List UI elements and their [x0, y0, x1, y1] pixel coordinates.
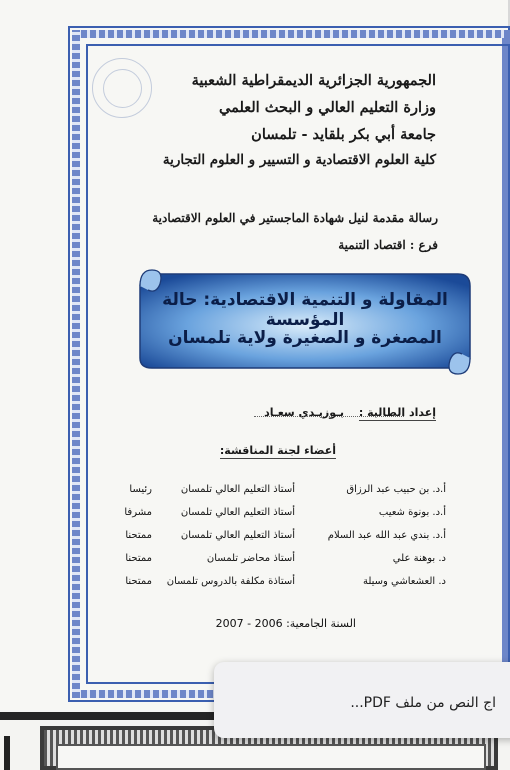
committee-heading: أعضاء لجنة المناقشة: [219, 444, 336, 457]
thesis-title-line2: المصغرة و الصغيرة ولاية تلمسان [168, 328, 442, 348]
toast-message: اج النص من ملف PDF... [350, 695, 496, 711]
academic-year: السنة الجامعية: 2006 - 2007 [215, 617, 356, 630]
thesis-purpose: رسالة مقدمة لنيل شهادة الماجستير في العلوم الاقتصادية [152, 211, 438, 225]
header-university: جامعة أبي بكر بلقايد - تلمسان [251, 126, 436, 143]
member-rank: أستاذ التعليم العالي تلمسان [180, 507, 295, 518]
header-faculty: كلية العلوم الاقتصادية و التسيير و العلوم التجارية [162, 152, 436, 168]
member-role: رئيسا [129, 484, 152, 495]
author-name: بـوزيـدي سعـاد [264, 406, 344, 419]
member-name: أ.د. بونوة شعيب [378, 507, 446, 518]
member-name: أ.د. بندي عبد الله عبد السلام [327, 530, 446, 541]
frame-pattern-top [72, 30, 510, 38]
title-banner [138, 264, 472, 376]
member-name: أ.د. بن حبيب عبد الرزاق [346, 484, 446, 495]
frame-pattern-left [72, 30, 80, 698]
member-rank: أستاذ محاضر تلمسان [206, 553, 295, 564]
member-role: ممتحنا [125, 576, 152, 587]
member-role: مشرفا [124, 507, 152, 518]
member-rank: أستاذ التعليم العالي تلمسان [180, 484, 295, 495]
member-name: د. بوهنة علي [392, 553, 446, 564]
member-role: ممتحنا [125, 553, 152, 564]
scan-edge-mark [4, 736, 10, 770]
university-stamp-icon [92, 58, 152, 118]
member-role: ممتحنا [125, 530, 152, 541]
member-rank: أستاذة مكلفة بالدروس تلمسان [166, 576, 295, 587]
thesis-title-line1: المقاولة و التنمية الاقتصادية: حالة المؤسسة [162, 290, 448, 330]
member-rank: أستاذ التعليم العالي تلمسان [180, 530, 295, 541]
header-ministry: وزارة التعليم العالي و البحث العلمي [218, 99, 436, 116]
header-republic: الجمهورية الجزائرية الديمقراطية الشعبية [191, 72, 436, 89]
author-label: إعداد الطالبة : [358, 406, 436, 419]
pdf-extract-toast[interactable] [214, 662, 510, 738]
thesis-branch: فرع : اقتصاد التنمية [338, 238, 438, 252]
member-name: د. العشعاشي وسيلة [362, 576, 446, 587]
next-page-inner [56, 744, 486, 770]
author-dotted-line [254, 416, 404, 417]
